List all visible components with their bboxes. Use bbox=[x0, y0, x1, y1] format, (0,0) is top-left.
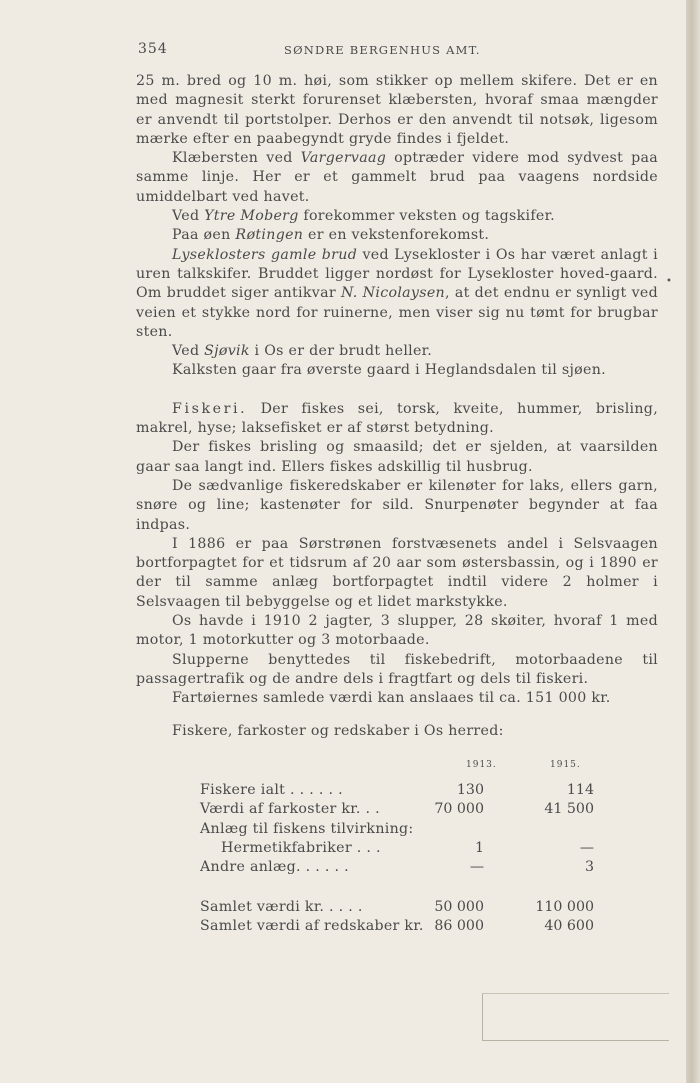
italic-name: N. Nicolaysen bbox=[341, 285, 445, 302]
row-label: Andre anlæg. . . . . . bbox=[200, 859, 349, 876]
table-row bbox=[200, 821, 620, 840]
paragraph-text: i Os er der brudt heller. bbox=[249, 343, 433, 360]
value-1913: 130 bbox=[456, 782, 484, 798]
section-heading: Fiskeri. bbox=[172, 400, 248, 417]
value-1913: 70 000 bbox=[434, 801, 484, 818]
row-label: Værdi af farkoster kr. . . bbox=[200, 801, 380, 818]
paragraph bbox=[136, 438, 658, 477]
body-text bbox=[136, 72, 658, 709]
italic-name: Vargervaag bbox=[300, 150, 387, 167]
margin-box bbox=[482, 993, 669, 1041]
margin-mark: • bbox=[666, 276, 672, 287]
paragraph bbox=[136, 207, 658, 226]
value-1915: 40 600 bbox=[544, 917, 594, 934]
paragraph bbox=[136, 246, 658, 342]
paragraph-text: ved Lysekloster i Os har været anlagt i uren talkskifer. Bruddet ligger nordøst for Lysekloster hoved-gaard. Om bruddet siger antikvar bbox=[136, 246, 658, 302]
value-1915: 41 500 bbox=[544, 801, 594, 818]
row-label: Samlet værdi af redskaber kr. bbox=[200, 917, 424, 934]
value-1913: 50 000 bbox=[434, 898, 484, 915]
table-title: Fiskere, farkoster og redskaber i Os herred: bbox=[172, 723, 504, 739]
paragraph-text: I 1886 er paa Sørstrønen forstvæsenets andel i Selsvaagen bortforpagtet for et tidsrum af 20 aar som østersbassin, og i 1890 er der til samme anlæg bortforpagtet indtil videre 2 holmer i Selsvaagen til bebyggelse og et lidet markstykke. bbox=[136, 535, 658, 610]
paragraph bbox=[136, 226, 658, 245]
value-1915: 114 bbox=[566, 782, 594, 798]
italic-name: Ytre Moberg bbox=[204, 208, 299, 225]
paragraph-text: Ved bbox=[172, 343, 205, 360]
value-1915: — bbox=[579, 839, 594, 856]
paragraph-text: Klæbersten ved bbox=[172, 150, 301, 167]
table-row bbox=[200, 859, 620, 878]
paragraph-text: Fartøiernes samlede værdi kan anslaaes til ca. 151 000 kr. bbox=[172, 690, 611, 707]
row-label: Anlæg til fiskens tilvirkning: bbox=[200, 820, 414, 837]
paragraph bbox=[136, 477, 658, 535]
paragraph bbox=[136, 651, 658, 690]
year-header-1913: 1913. bbox=[466, 760, 497, 770]
year-header-1915: 1915. bbox=[550, 760, 581, 770]
paragraph-text: Ved bbox=[172, 208, 205, 225]
value-1913: 1 bbox=[474, 839, 484, 856]
page-number: 354 bbox=[138, 41, 168, 57]
paragraph bbox=[136, 689, 658, 708]
paragraph-text: Der fiskes sei, torsk, kveite, hummer, brisling, makrel, hyse; laksefisket er af størst betydning. bbox=[136, 400, 658, 437]
value-1915: 3 bbox=[584, 859, 594, 876]
paragraph-text: optræder videre mod sydvest paa samme linje. Her er et gammelt brud paa vaagens nordside umiddelbart ved havet. bbox=[136, 150, 658, 205]
paragraph bbox=[136, 535, 658, 612]
paragraph-text: er en vekstenforekomst. bbox=[303, 227, 490, 244]
row-label: Fiskere ialt . . . . . . bbox=[200, 782, 343, 798]
paragraph bbox=[136, 612, 658, 651]
italic-name: Røtingen bbox=[235, 227, 304, 244]
table-row bbox=[200, 782, 620, 801]
row-label: Hermetikfabriker . . . bbox=[221, 839, 381, 856]
paragraph-text: Der fiskes brisling og smaasild; det er sjelden, at vaarsilden gaar saa langt ind. Ellers fiskes adskillig til husbrug. bbox=[136, 439, 658, 475]
paragraph bbox=[136, 72, 658, 149]
value-1915: 110 000 bbox=[535, 898, 594, 915]
running-title: SØNDRE BERGENHUS AMT. bbox=[284, 43, 481, 57]
paragraph-text: , at det endnu er synligt ved veien et stykke nord for ruinerne, men viser sig nu tømt for brugbar sten. bbox=[136, 285, 658, 340]
paragraph-text: 25 m. bred og 10 m. høi, som stikker op mellem skifere. Det er en med magnesit sterkt forurenset klæbersten, hvoraf smaa mængder er anvendt til portstolper. Derhos er den anvendt til notsøk, ligesom mærke efter en paabegyndt gryde findes i fjeldet. bbox=[136, 73, 658, 147]
italic-name: Sjøvik bbox=[204, 343, 250, 360]
table-row bbox=[200, 899, 620, 918]
paragraph bbox=[136, 361, 658, 380]
page-header bbox=[138, 41, 658, 61]
paragraph bbox=[136, 342, 658, 361]
table-row bbox=[200, 840, 620, 859]
value-1913: — bbox=[469, 859, 484, 876]
table-row bbox=[200, 918, 620, 937]
paragraph-text: Kalksten gaar fra øverste gaard i Heglandsdalen til sjøen. bbox=[172, 362, 606, 379]
paragraph bbox=[136, 149, 658, 207]
row-label: Samlet værdi kr. . . . . bbox=[200, 898, 363, 915]
italic-name: Lyseklosters gamle brud bbox=[172, 246, 358, 263]
paragraph-text: Paa øen bbox=[172, 227, 236, 244]
table-row bbox=[200, 801, 620, 820]
page-edge bbox=[686, 0, 700, 1083]
paragraph bbox=[136, 400, 658, 439]
paragraph-text: forekommer veksten og tagskifer. bbox=[298, 208, 555, 225]
paragraph-text: Os havde i 1910 2 jagter, 3 slupper, 28 skøiter, hvoraf 1 med motor, 1 motorkutter og 3 motorbaade. bbox=[136, 613, 658, 649]
paragraph-text: De sædvanlige fiskeredskaber er kilenøter for laks, ellers garn, snøre og line; kastenøter for sild. Snurpenøter begynder at faa indpas. bbox=[136, 477, 658, 533]
value-1913: 86 000 bbox=[434, 917, 484, 934]
paragraph-text: Slupperne benyttedes til fiskebedrift, motorbaadene til passagertrafik og de andre dels i fragtfart og dels til fiskeri. bbox=[136, 651, 658, 687]
